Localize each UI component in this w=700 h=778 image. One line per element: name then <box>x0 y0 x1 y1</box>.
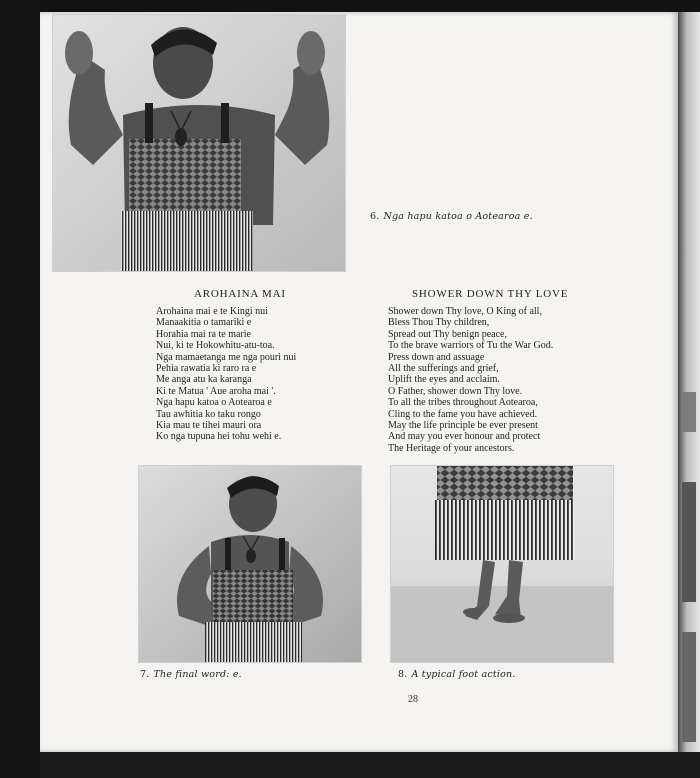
lyric-line: Uplift the eyes and acclaim. <box>388 374 500 386</box>
english-song-lyrics <box>388 306 553 454</box>
photo-foot-action <box>390 465 614 663</box>
lyric-line: Manaakitia o tamariki e <box>156 317 252 329</box>
lyric-line: Nga mamaetanga me nga pouri nui <box>156 351 297 363</box>
facing-page-edge <box>678 12 700 752</box>
lyric-line: Press down and assuage <box>388 351 485 363</box>
photo-hands-on-hips <box>138 465 362 663</box>
scan-border-bottom <box>40 752 700 778</box>
lyric-line: Me anga atu ka karanga <box>156 374 252 386</box>
photo-raised-hands <box>52 14 346 272</box>
lyric-line: Nga hapu katoa o Aotearoa e <box>156 397 272 409</box>
lyric-line: Kia mau te tihei mauri ora <box>156 420 262 432</box>
caption-number: 8. <box>398 669 408 680</box>
caption-number: 6. <box>370 211 380 222</box>
english-song-title: SHOWER DOWN THY LOVE <box>412 288 569 300</box>
page-number: 28 <box>408 694 418 705</box>
lyric-line: Ko nga tupuna hei tohu wehi e. <box>156 431 282 443</box>
lyric-line: Shower down Thy love, O King of all, <box>388 306 542 317</box>
lyric-line: O Father, shower down Thy love. <box>388 385 523 397</box>
lyric-line: Pehia rawatia ki raro ra e <box>156 363 257 375</box>
lyric-line: Nui, ki te Hokowhitu-atu-toa. <box>156 340 275 352</box>
scan-border-left <box>0 0 40 778</box>
lyric-line: Tau awhitia ko taku rongo <box>156 408 261 420</box>
lyric-line: All the sufferings and grief, <box>388 363 499 375</box>
caption-text: The final word: e. <box>153 669 242 680</box>
lyric-line: May the life principle be ever present <box>388 420 538 432</box>
maori-song-title: AROHAINA MAI <box>194 288 286 300</box>
caption-number: 7. <box>140 669 150 680</box>
caption-text: Nga hapu katoa o Aotearoa e. <box>383 211 533 222</box>
lyric-line: To all the tribes throughout Aotearoa, <box>388 397 538 409</box>
lyric-line: Spread out Thy benign peace, <box>388 328 507 340</box>
lyric-line: Bless Thou Thy children, <box>388 317 490 329</box>
caption-photo-8 <box>398 669 516 680</box>
lyric-line: Horahia mai ra te marie <box>156 328 251 340</box>
lyric-line: Ki te Matua ' Aue aroha mai '. <box>156 385 276 397</box>
maori-song-lyrics <box>156 306 296 443</box>
lyric-line: And may you ever honour and protect <box>388 431 541 443</box>
book-page <box>40 12 678 752</box>
lyric-line: The Heritage of your ancestors. <box>388 442 515 454</box>
caption-photo-7 <box>140 669 242 680</box>
caption-text: A typical foot action. <box>411 669 516 680</box>
caption-photo-6 <box>370 211 533 222</box>
lyric-line: Cling to the fame you have achieved. <box>388 408 538 420</box>
lyric-line: To the brave warriors of Tu the War God. <box>388 340 554 352</box>
lyric-line: Arohaina mai e te Kingi nui <box>156 306 268 317</box>
